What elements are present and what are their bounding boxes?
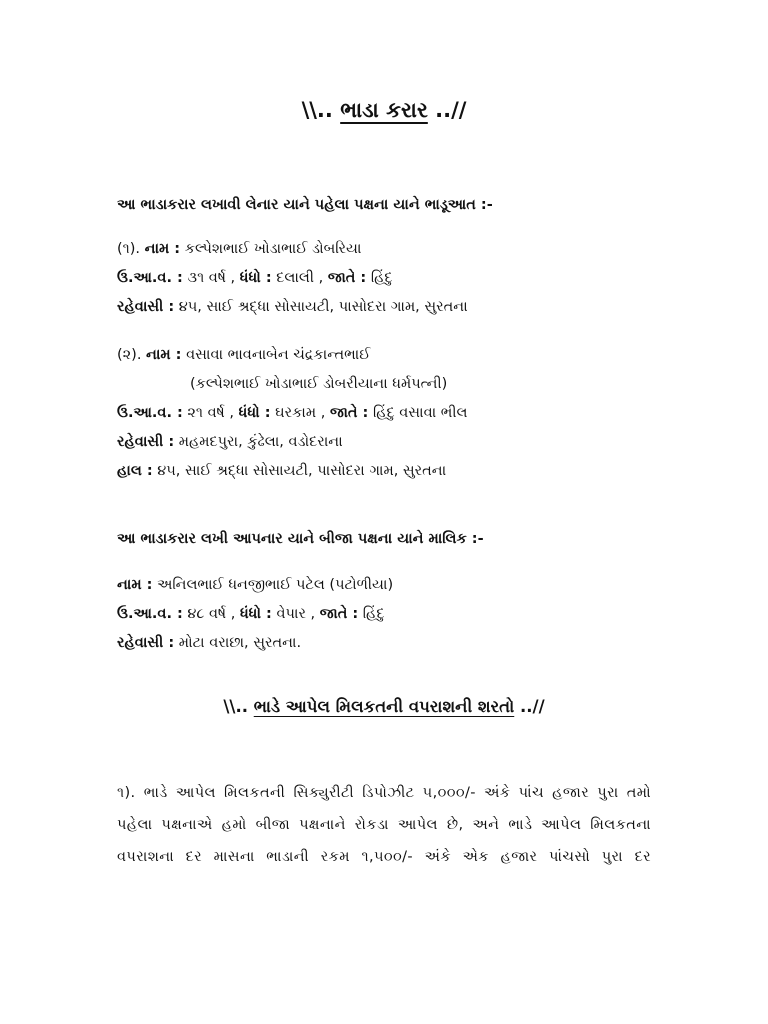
party1-details-line	[117, 268, 393, 288]
age-label: ઉ.આ.વ. :	[117, 405, 183, 421]
party2-current: ૪૫, સાઈ શ્રદ્ધા સોસાયટી, પાસોદરા ગામ, સુરતના	[157, 463, 447, 479]
age-label: ઉ.આ.વ. :	[117, 606, 183, 622]
party2-details-line	[117, 403, 467, 423]
conditions-title	[0, 697, 768, 717]
party2-number: (૨).	[117, 347, 142, 363]
conditions-title-prefix: \\..	[223, 697, 248, 716]
owner-resident: મોટા વરાછા, સુરતના.	[178, 635, 302, 651]
party2-resident-line	[117, 432, 343, 452]
party1-caste: હિંદુ	[370, 270, 393, 286]
clause-1	[117, 777, 651, 873]
current-label: હાલ :	[117, 463, 153, 479]
occupation-label: ધંધો :	[239, 270, 272, 286]
party2-occupation: ઘરકામ ,	[275, 405, 326, 421]
party2-current-line	[117, 461, 446, 481]
party2-caste: હિંદુ વસાવા ભીલ	[372, 405, 468, 421]
owner-caste: હિંદુ	[362, 606, 385, 622]
resident-label: રહેવાસી :	[117, 635, 175, 651]
party2-age: ૨૧ વર્ષ ,	[187, 405, 235, 421]
clause-1-line-3: વપરાશના દર માસના ભાડાની રકમ ૧,૫૦૦/- અંકે એક હજાર પાંચસો પુરા દર	[117, 849, 651, 865]
party1-resident-line	[117, 297, 468, 317]
party1-occupation: દલાલી ,	[276, 270, 324, 286]
party2-name-line	[117, 345, 370, 365]
caste-label: જાતે :	[329, 405, 369, 421]
owner-name-line	[117, 575, 393, 595]
party1-name-line	[117, 239, 361, 259]
party1-age: ૩૧ વર્ષ ,	[187, 270, 236, 286]
document-title	[0, 98, 768, 123]
title-suffix: ..//	[435, 98, 467, 122]
age-label: ઉ.આ.વ. :	[117, 270, 183, 286]
occupation-label: ધંધો :	[239, 606, 272, 622]
occupation-label: ધંધો :	[238, 405, 271, 421]
owner-details-line	[117, 604, 384, 624]
name-label: નામ :	[146, 347, 182, 363]
caste-label: જાતે :	[319, 606, 359, 622]
resident-label: રહેવાસી :	[117, 434, 175, 450]
party2-relation: (કલ્પેશભાઈ ખોડાભાઈ ડોબરીયાના ધર્મપત્ની)	[190, 376, 448, 392]
resident-label: રહેવાસી :	[117, 299, 175, 315]
name-label: નામ :	[144, 241, 181, 257]
name-label: નામ :	[117, 577, 153, 593]
party2-resident: મહમદપુરા, કુંઢેલા, વડોદરાના	[178, 434, 343, 450]
party2-name: વસાવા ભાવનાબેન ચંદ્રકાન્તભાઈ	[186, 347, 371, 363]
owner-resident-line	[117, 633, 301, 653]
owner-name: અનિલભાઈ ધનજીભાઈ પટેલ (પટોળીયા)	[157, 577, 394, 593]
tenant-section-heading: આ ભાડાકરાર લખાવી લેનાર યાને પહેલા પક્ષના યાને ભાડૂઆત :-	[117, 197, 493, 213]
conditions-title-suffix: ..//	[520, 697, 545, 716]
owner-age: ૪૮ વર્ષ ,	[187, 606, 236, 622]
title-text: ભાડા કરાર	[340, 98, 428, 122]
title-prefix: \\..	[301, 98, 333, 122]
owner-occupation: વેપાર ,	[276, 606, 316, 622]
party1-resident: ૪૫, સાઈ શ્રદ્ધા સોસાયટી, પાસોદરા ગામ, સુરતના	[178, 299, 468, 315]
clause-1-line-2: પહેલા પક્ષનાએ હમો બીજા પક્ષનાને રોકડા આપેલ છે, અને ભાડે આપેલ મિલકતના	[117, 817, 651, 833]
clause-1-line-1: ૧). ભાડે આપેલ મિલકતની સિક્યુરીટી ડિપોઝીટ ૫,૦૦૦/- અંકે પાંચ હજાર પુરા તમો	[117, 785, 651, 801]
party1-name: કલ્પેશભાઈ ખોડાભાઈ ડોબરિયા	[184, 241, 362, 257]
party1-number: (૧).	[117, 241, 141, 257]
caste-label: જાતે :	[327, 270, 367, 286]
owner-section-heading: આ ભાડાકરાર લખી આપનાર યાને બીજા પક્ષના યાને માલિક :-	[117, 531, 484, 547]
conditions-title-text: ભાડે આપેલ મિલકતની વપરાશની શરતો	[253, 697, 515, 716]
